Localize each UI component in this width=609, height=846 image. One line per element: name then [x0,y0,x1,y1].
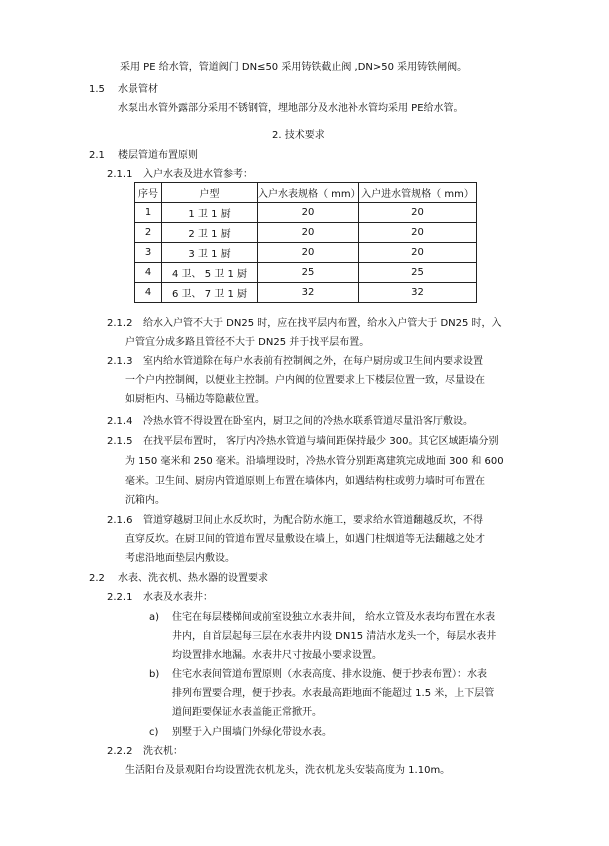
table-row [135,223,477,243]
table-cell: 1 [135,203,162,223]
list-marker: b) [149,669,160,680]
table-row [135,283,477,303]
table-header-cell: 户型 [162,183,258,203]
table-cell: 3 [135,243,162,263]
table-cell: 20 [359,223,477,243]
section-title: 洗衣机： [143,746,183,757]
text-line: 水泵出水管外露部分采用不锈钢管，埋地部分及水池补水管均采用 PE给水管。 [118,103,464,114]
table-header-row [135,183,477,203]
section-number: 2.1.3 [107,356,133,367]
text-line: 户管宜分成多路且管径不大于 DN25 并于找平层布置。 [125,337,370,348]
section-number: 1.5 [89,84,105,95]
section-number: 2.1.1 [107,169,133,180]
table-header-cell: 入户水表规格（ mm） [258,183,359,203]
table-cell: 32 [258,283,359,303]
text-line: 冷热水管不得设置在卧室内，厨卫之间的冷热水联系管道尽量沿客厅敷设。 [143,416,473,427]
table-cell: 2 [135,223,162,243]
table-row [135,263,477,283]
table-cell: 25 [359,263,477,283]
section-number: 2.1 [89,150,105,161]
section-title: 水景管材 [118,84,158,95]
table-header-cell: 入户进水管规格（ mm） [359,183,477,203]
section-number: 2.1.2 [107,318,133,329]
section-title: 楼层管道布置原则 [118,150,198,161]
table-row [135,243,477,263]
text-line: 直穿反坎。在厨卫间的管道布置尽量敷设在墙上，如遇门柱烟道等无法翻越之处才 [125,534,485,545]
table-cell: 20 [258,243,359,263]
section-number: 2.2 [89,573,105,584]
table-cell: 20 [258,203,359,223]
table-cell: 32 [359,283,477,303]
section-number: 2.1.5 [107,436,133,447]
text-line: 别墅于入户围墙门外绿化带设水表。 [172,727,332,738]
table-cell: 20 [258,223,359,243]
table-row [135,203,477,223]
text-line: 为 150 毫米和 250 毫米。沿墙埋设时，冷热水管分别距离建筑完成地面 300 和 600 [125,456,504,467]
table-cell: 20 [359,203,477,223]
text-line: 生活阳台及景观阳台均设置洗衣机龙头，洗衣机龙头安装高度为 1.10m。 [125,765,451,776]
section-number: 2.2.1 [107,592,133,603]
text-line: 毫米。卫生间、厨房内管道原则上布置在墙体内，如遇结构柱或剪力墙时可布置在 [125,476,485,487]
text-line: 室内给水管道除在每户水表前有控制阀之外，在每户厨房或卫生间内要求设置 [143,356,483,367]
text-line: 井内，自首层起每三层在水表井内设 DN15 清洁水龙头一个，每层水表井 [172,631,497,642]
list-marker: a) [149,612,160,623]
text-line: 如厨柜内、马桶边等隐蔽位置。 [125,394,265,405]
section-number: 2.1.6 [107,515,133,526]
text-line: 均设置排水地漏。水表井尺寸按最小要求设置。 [172,650,382,661]
text-line: 排列布置要合理，便于抄表。水表最高距地面不能超过 1.5 米，上下层管 [172,688,495,699]
section-title: 入户水表及进水管参考： [143,169,253,180]
text-line: 给水入户管不大于 DN25 时，应在找平层内布置，给水入户管大于 DN25 时，入 [143,318,502,329]
list-marker: c) [149,727,159,738]
text-line: 采用 PE 给水管，管道阀门 DN≤50 采用铸铁截止阀 ,DN>50 采用铸铁闸阀。 [120,62,468,73]
table-header-cell: 序号 [135,183,162,203]
section-title: 水表及水表井： [143,592,213,603]
table-cell: 2 卫 1 厨 [162,223,258,243]
table-cell: 3 卫 1 厨 [162,243,258,263]
text-line: 道间距要保证水表盖能正常掀开。 [172,707,322,718]
section-title: 水表、洗衣机、热水器的设置要求 [118,573,268,584]
text-line: 一个户内控制阀，以便业主控制。户内阀的位置要求上下楼层位置一致，尽量设在 [125,375,485,386]
text-line: 住宅在每层楼梯间或前室设独立水表井间， 给水立管及水表均布置在水表 [172,612,496,623]
table-cell: 4 [135,263,162,283]
table-cell: 25 [258,263,359,283]
text-line: 在找平层布置时， 客厅内冷热水管道与墙间距保持最少 300。其它区域距墙分别 [143,436,499,447]
section-number: 2.1.4 [107,416,133,427]
chapter-heading: 2. 技术要求 [272,130,325,141]
text-line: 住宅水表间管道布置原则（水表高度、排水设施、便于抄表布置）：水表 [172,669,487,680]
table-cell: 4 [135,283,162,303]
text-line: 沉箱内。 [125,495,165,506]
table-cell: 20 [359,243,477,263]
table-cell: 1 卫 1 厨 [162,203,258,223]
text-line: 管道穿越厨卫间止水反坎时，为配合防水施工，要求给水管道翻越反坎，不得 [143,515,483,526]
section-number: 2.2.2 [107,746,133,757]
text-line: 考虑沿地面垫层内敷设。 [125,553,235,564]
table-cell: 6 卫、 7 卫 1 厨 [162,283,258,303]
meter-spec-table [134,182,477,303]
table-cell: 4 卫、 5 卫 1 厨 [162,263,258,283]
